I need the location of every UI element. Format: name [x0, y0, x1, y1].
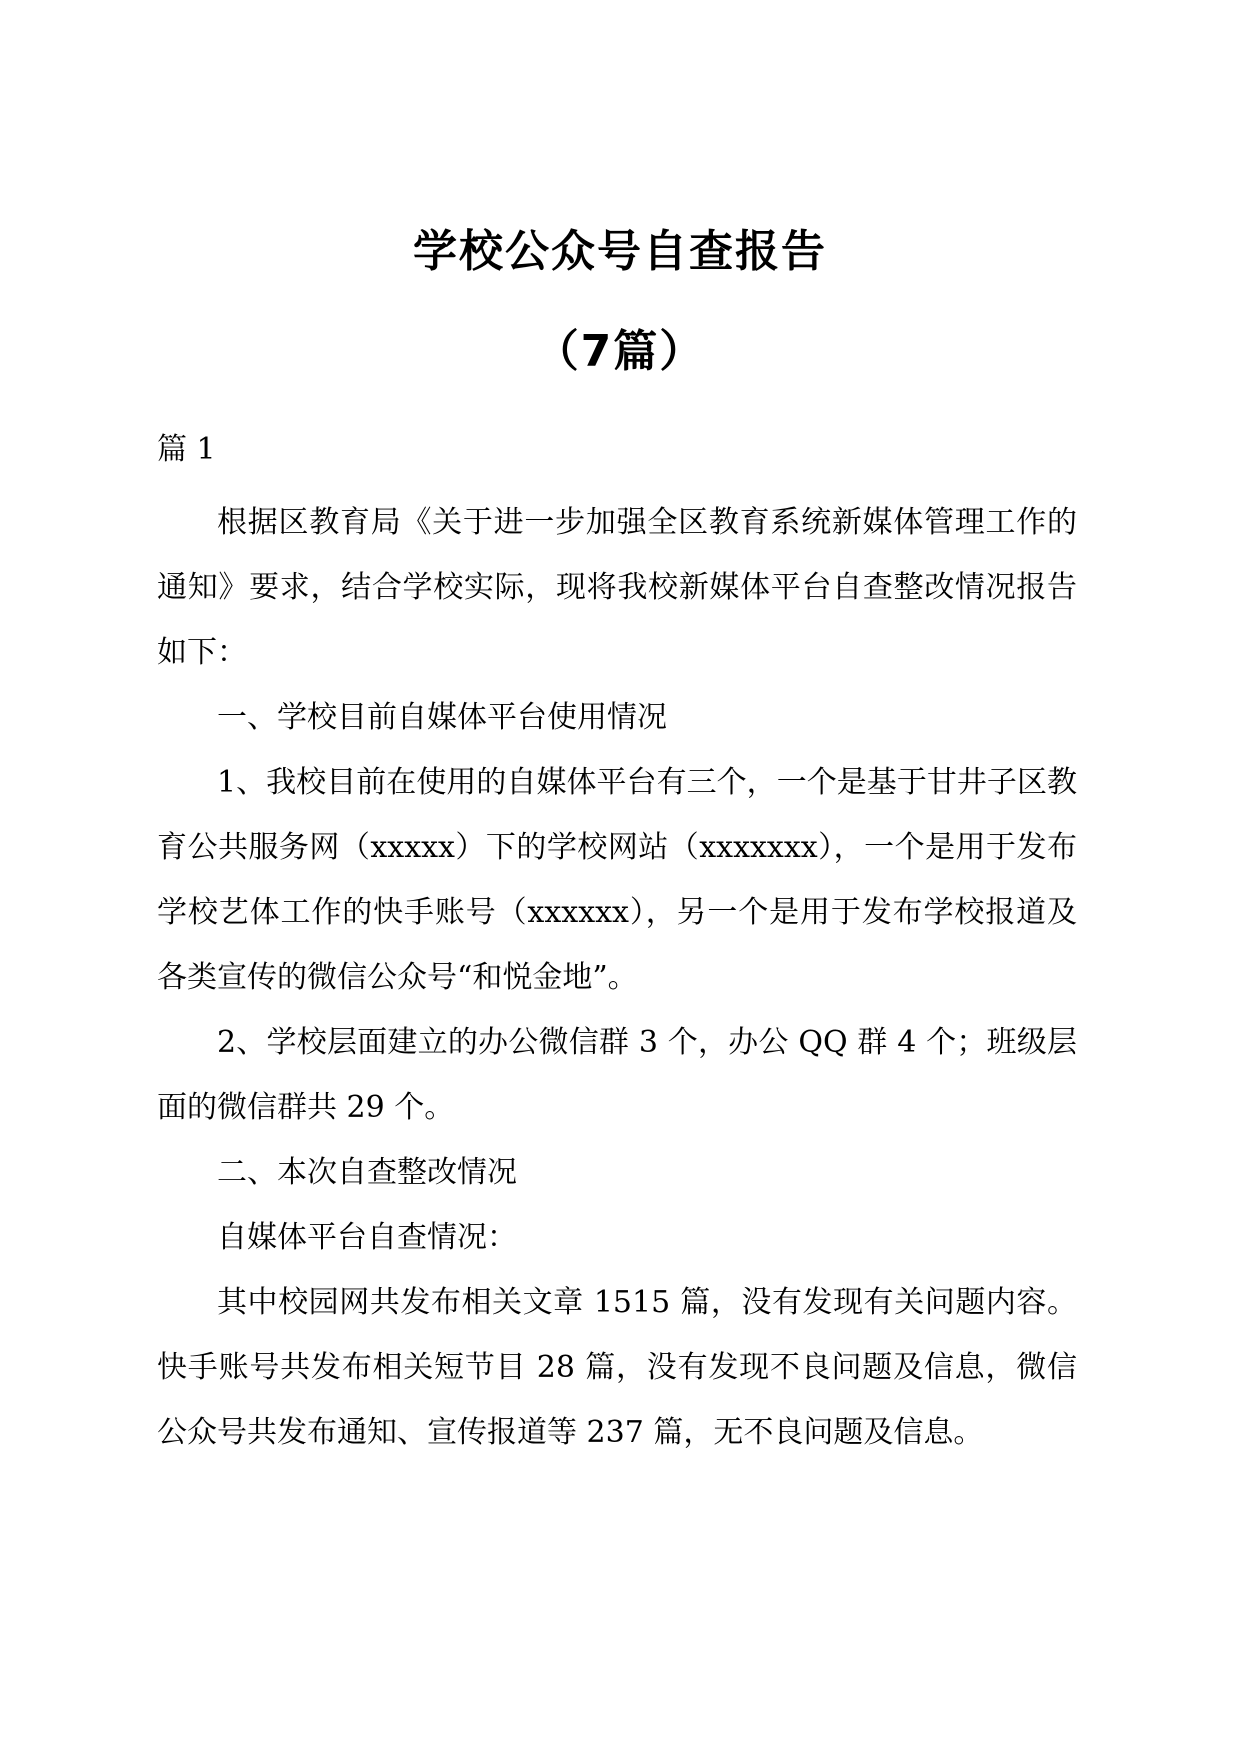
document-body: [157, 490, 1077, 1465]
paragraph-self-check-results: 其中校园网共发布相关文章 1515 篇，没有发现有关问题内容。快手账号共发布相关短节目 28 篇，没有发现不良问题及信息，微信公众号共发布通知、宣传报道等 237 篇，无不良问题及信息。: [157, 1285, 1077, 1450]
paragraph-platforms: 1、我校目前在使用的自媒体平台有三个，一个是基于甘井子区教育公共服务网（xxxxx）下的学校网站（xxxxxxx），一个是用于发布学校艺体工作的快手账号（xxxxxx），另一个是用于发布学校报道及各类宣传的微信公众号“和悦金地”。: [157, 765, 1077, 995]
paragraph-self-check-intro: 自媒体平台自查情况：: [217, 1220, 517, 1255]
document-subtitle: （7篇）: [534, 326, 706, 377]
heading-platform-usage: 一、学校目前自媒体平台使用情况: [217, 700, 667, 735]
heading-self-check: 二、本次自查整改情况: [217, 1155, 517, 1190]
paragraph-intro: 根据区教育局《关于进一步加强全区教育系统新媒体管理工作的通知》要求，结合学校实际，现将我校新媒体平台自查整改情况报告如下：: [157, 505, 1077, 670]
paragraph-groups: 2、学校层面建立的办公微信群 3 个，办公 QQ 群 4 个；班级层面的微信群共 29 个。: [157, 1025, 1077, 1125]
section-label: 篇 1: [157, 432, 216, 467]
document-title: 学校公众号自查报告: [413, 226, 827, 277]
